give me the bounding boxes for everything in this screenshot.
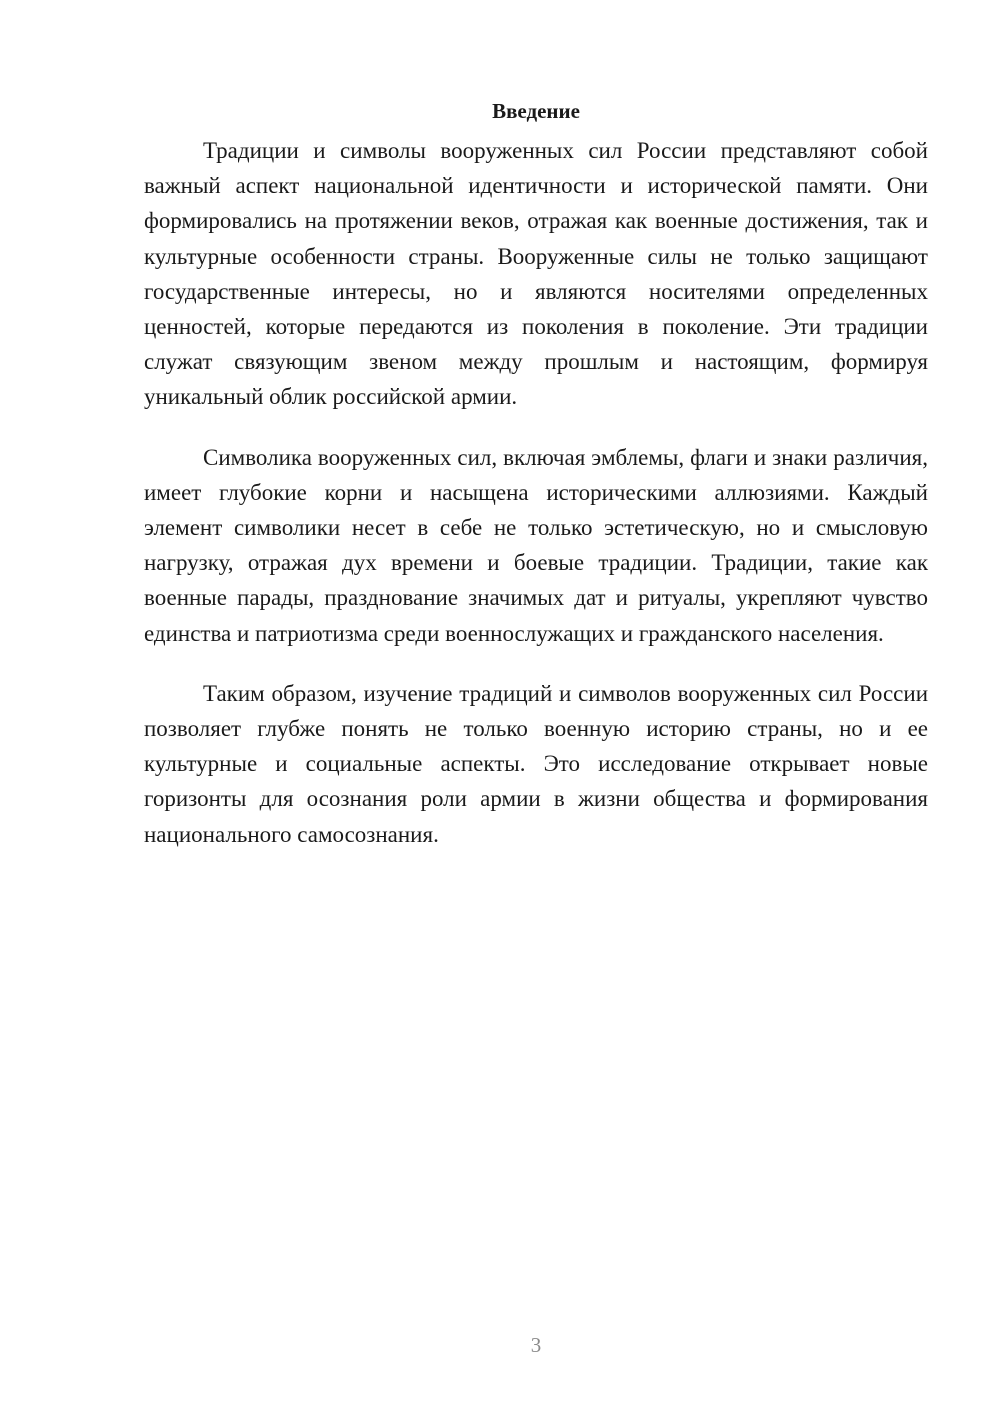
section-heading: Введение (492, 99, 580, 123)
paragraph-1: Традиции и символы вооруженных сил России представляют собой важный аспект национальной идентичности и исторической памяти. Они формировались на протяжении веков, отражая как военные достижения, так и культурные особенности страны. Вооруженные силы не только защищают государственные интересы, но и являются носителями определенных ценностей, которые передаются из поколения в поколение. Эти традиции служат связующим звеном между прошлым и настоящим, формируя уникальный облик российской армии. (144, 138, 928, 410)
paragraph-3: Таким образом, изучение традиций и символов вооруженных сил России позволяет глубже понять не только военную историю страны, но и ее культурные и социальные аспекты. Это исследование открывает новые горизонты для осознания роли армии в жизни общества и формирования национального самосознания. (144, 680, 928, 847)
page-content (144, 96, 928, 877)
page-number: 3 (530, 1333, 542, 1357)
paragraph-2: Символика вооруженных сил, включая эмблемы, флаги и знаки различия, имеет глубокие корни и насыщена историческими аллюзиями. Каждый элемент символики несет в себе не только эстетическую, но и смысловую нагрузку, отражая дух времени и боевые традиции. Традиции, такие как военные парады, празднование значимых дат и ритуалы, укрепляют чувство единства и патриотизма среди военнослужащих и гражданского населения. (144, 444, 928, 646)
